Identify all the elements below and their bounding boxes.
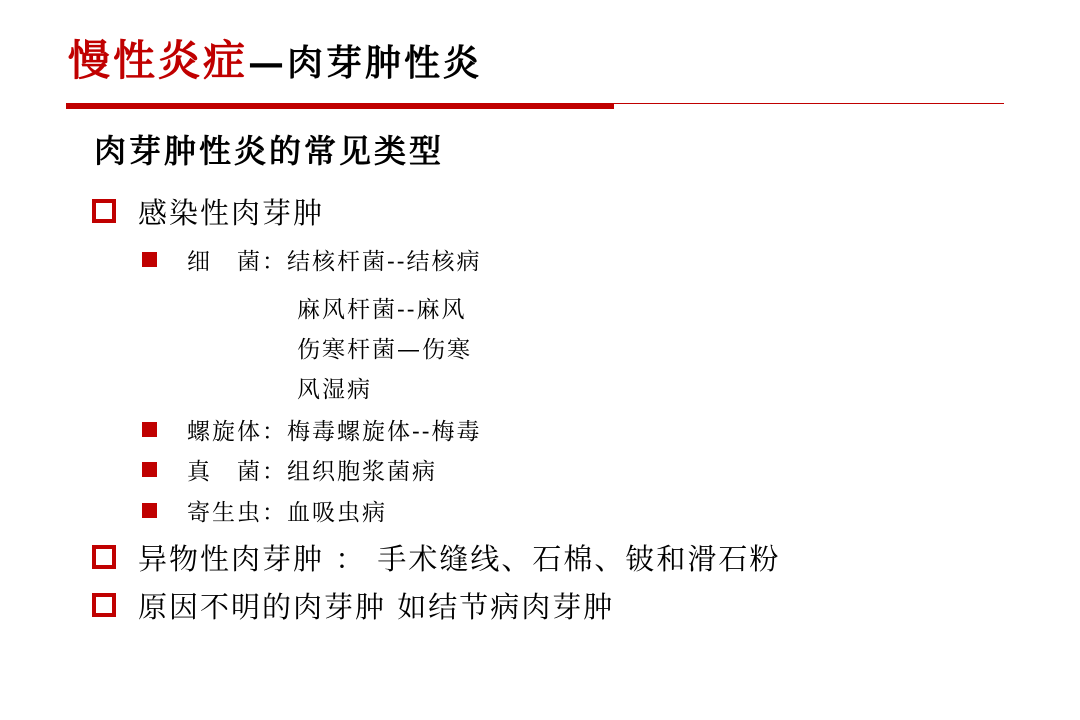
list-item-foreign-body — [92, 542, 780, 577]
sub-item-fungus — [142, 459, 437, 487]
sub-item-text: 螺旋体：梅毒螺旋体--梅毒 — [187, 419, 482, 445]
title-rule-thick — [66, 103, 614, 109]
title-main: 慢性炎症 — [68, 36, 249, 85]
list-item-unknown-cause — [92, 590, 614, 625]
title-sub: —肉芽肿性炎 — [248, 42, 483, 84]
sub-item-text: 寄生虫：血吸虫病 — [187, 500, 387, 526]
section-heading: 肉芽肿性炎的常见类型 — [94, 132, 445, 170]
solid-square-bullet-icon — [142, 252, 157, 267]
hollow-square-bullet-icon — [92, 199, 116, 223]
hollow-square-bullet-icon — [92, 593, 116, 617]
sub-item-continuation: 风湿病 — [297, 377, 372, 403]
list-item-label: 异物性肉芽肿 ： 手术缝线、石棉、铍和滑石粉 — [138, 542, 781, 576]
hollow-square-bullet-icon — [92, 545, 116, 569]
solid-square-bullet-icon — [142, 422, 157, 437]
solid-square-bullet-icon — [142, 462, 157, 477]
sub-item-parasite — [142, 500, 387, 528]
list-item-label: 原因不明的肉芽肿 如结节病肉芽肿 — [138, 590, 615, 624]
title-rule-thin — [614, 103, 1004, 104]
sub-item-continuation: 麻风杆菌--麻风 — [297, 297, 467, 323]
sub-item-bacteria — [142, 249, 482, 277]
list-item-infectious — [92, 196, 324, 231]
sub-item-text: 细 菌：结核杆菌--结核病 — [187, 249, 482, 275]
solid-square-bullet-icon — [142, 503, 157, 518]
sub-item-text: 真 菌：组织胞浆菌病 — [187, 459, 437, 485]
sub-item-spirochete — [142, 419, 482, 447]
sub-item-continuation: 伤寒杆菌—伤寒 — [297, 337, 472, 363]
list-item-label: 感染性肉芽肿 — [138, 196, 325, 230]
slide-title — [68, 36, 483, 85]
